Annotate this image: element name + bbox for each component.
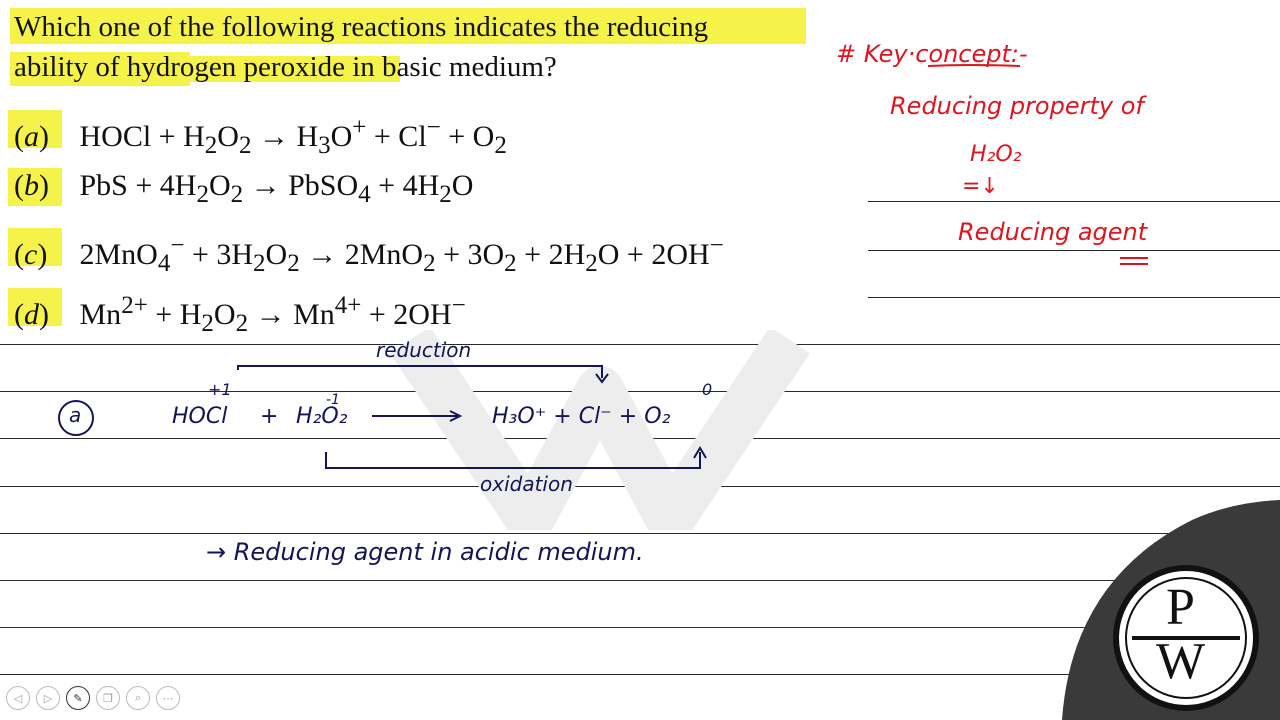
ox-state-h2o2: -1 (326, 392, 340, 408)
oxidation-label: oxidation (480, 472, 573, 496)
reduction-label: reduction (376, 338, 472, 362)
back-icon[interactable]: ◁ (6, 686, 30, 710)
option-a-equation: HOCl + $H_2O_2 \to H_3O^+ + Cl^- + O_2$ (79, 114, 507, 159)
h2o2-note: H₂O₂ (970, 142, 1022, 167)
hocl-text: HOCl (172, 404, 228, 429)
option-a[interactable]: (a) HOCl + $H_2O_2 \to H_3O^+ + Cl^- + O_2$ (14, 114, 507, 159)
products-text: H₃O⁺ + Cl⁻ + O₂ (492, 404, 671, 429)
option-label: c (24, 238, 38, 271)
question-line-1: Which one of the following reactions indicates the reducing (14, 11, 709, 43)
copy-icon[interactable]: ❐ (96, 686, 120, 710)
option-label: a (24, 120, 39, 153)
option-b[interactable]: (b) PbS + $4H_2O_2$ → PbSO$_4$ + $4H_2O$ (14, 169, 474, 208)
reducing-agent-note: Reducing agent (958, 218, 1148, 246)
conclusion-text: → Reducing agent in acidic medium. (206, 538, 644, 566)
option-b-equation: PbS + $4H_2O_2$ → PbSO$_4$ + $4H_2O$ (79, 169, 474, 208)
more-icon[interactable]: ⋯ (156, 686, 180, 710)
h2o2-text: H₂O₂ (296, 404, 348, 429)
working-diagram (50, 340, 810, 540)
playback-toolbar (6, 686, 180, 710)
ox-state-hocl: +1 (208, 380, 232, 399)
zoom-icon[interactable]: ⌕ (126, 686, 150, 710)
option-label: b (24, 169, 39, 202)
ruled-line (868, 297, 1280, 298)
circle-label: a (69, 403, 82, 427)
logo-letter-bottom: W (1156, 633, 1206, 690)
plus-sign: + (260, 404, 279, 429)
key-concept-note: # Key·concept:- (836, 40, 1028, 68)
option-c-equation: $2MnO_4^- + 3H_2O_2 \to 2MnO_2 + 3O_2 + 2H_2O + 2OH^-$ (79, 232, 724, 277)
ox-state-o2: 0 (702, 380, 713, 399)
logo-letter-top: P (1166, 579, 1195, 636)
option-d[interactable]: (d) $Mn^{2+} + H_2O_2 \to Mn^{4+} + 2OH^-$ (14, 292, 466, 337)
option-c[interactable]: (c) $2MnO_4^- + 3H_2O_2 \to 2MnO_2 + 3O_2 + 2H_2O + 2OH^-$ (14, 232, 724, 277)
down-arrow-note: =↓ (962, 174, 999, 199)
question-line-2: ability of hydrogen peroxide in basic medium? (14, 51, 557, 83)
option-label: d (24, 298, 39, 331)
pen-icon[interactable]: ✎ (66, 686, 90, 710)
reducing-property-note: Reducing property of (890, 92, 1144, 120)
red-underline-marks (920, 60, 1160, 270)
option-d-equation: $Mn^{2+} + H_2O_2 \to Mn^{4+} + 2OH^-$ (79, 292, 466, 337)
play-icon[interactable]: ▷ (36, 686, 60, 710)
